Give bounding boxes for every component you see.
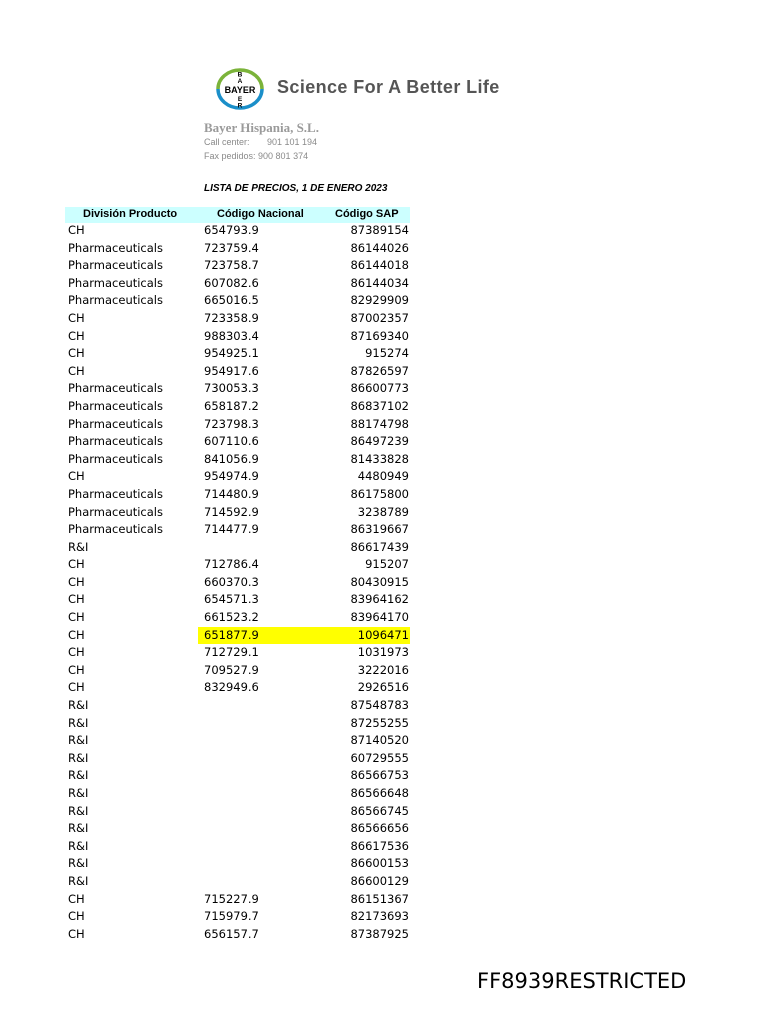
table-row	[0, 539, 420, 557]
table-row	[0, 891, 420, 909]
division-cell: R&I	[68, 856, 89, 871]
codigo-sap-cell: 86837102	[350, 398, 409, 413]
svg-text:B: B	[237, 71, 243, 79]
division-cell: Pharmaceuticals	[68, 293, 163, 308]
division-cell: R&I	[68, 873, 89, 888]
division-cell: R&I	[68, 733, 89, 748]
division-cell: Pharmaceuticals	[68, 240, 163, 255]
division-cell: R&I	[68, 786, 89, 800]
svg-text:E: E	[237, 96, 243, 103]
table-row	[0, 380, 420, 398]
codigo-sap-cell: 86617439	[350, 539, 409, 554]
table-row	[0, 767, 420, 785]
header-codigo-sap: Código SAP	[335, 208, 399, 220]
codigo-sap-cell: 86566745	[350, 803, 409, 818]
table-header	[65, 207, 410, 223]
codigo-nacional-cell: 714480.9	[204, 486, 259, 501]
codigo-sap-cell: 80430915	[350, 574, 409, 589]
codigo-nacional-cell: 723358.9	[204, 310, 259, 325]
codigo-nacional-cell: 656157.7	[204, 926, 259, 941]
codigo-sap-cell: 86144026	[350, 240, 409, 255]
table-row	[0, 679, 420, 697]
codigo-nacional-cell: 988303.4	[204, 328, 259, 343]
codigo-nacional-cell: 715979.7	[204, 909, 259, 924]
table-row	[0, 451, 420, 469]
codigo-nacional-cell: 654571.3	[204, 592, 259, 607]
codigo-sap-cell: 1031973	[357, 645, 409, 660]
codigo-sap-cell: 4480949	[357, 469, 409, 484]
division-cell: R&I	[68, 698, 89, 713]
division-cell: CH	[68, 574, 85, 589]
call-center-label: Call center:	[204, 137, 250, 147]
table-row	[0, 468, 420, 486]
codigo-nacional-cell: 607110.6	[204, 434, 259, 449]
table-row	[0, 715, 420, 733]
division-cell: CH	[68, 926, 85, 941]
company-name: Bayer Hispania, S.L.	[204, 120, 319, 135]
division-cell: Pharmaceuticals	[68, 258, 163, 273]
codigo-nacional-cell: 714592.9	[204, 504, 259, 519]
svg-text:BAYER: BAYER	[224, 85, 256, 95]
codigo-sap-cell: 86566656	[350, 821, 409, 836]
table-row	[0, 328, 420, 346]
codigo-sap-cell: 86497239	[350, 434, 409, 449]
codigo-nacional-cell: 658187.2	[204, 398, 259, 413]
codigo-sap-cell: 86175800	[350, 486, 409, 501]
table-row	[0, 697, 420, 715]
codigo-nacional-cell: 954974.9	[204, 469, 259, 484]
codigo-nacional-cell: 712786.4	[204, 557, 259, 572]
price-table	[0, 222, 420, 943]
table-row	[0, 785, 420, 803]
table-row	[0, 345, 420, 363]
division-cell: CH	[68, 627, 85, 642]
call-center-number: 901 101 194	[267, 137, 318, 147]
division-cell: Pharmaceuticals	[68, 504, 163, 519]
codigo-sap-cell: 82929909	[350, 293, 409, 308]
table-row	[0, 803, 420, 821]
codigo-sap-cell: 88174798	[350, 416, 409, 431]
codigo-sap-cell: 915274	[365, 346, 409, 361]
table-row	[0, 363, 420, 381]
division-cell: R&I	[68, 750, 89, 765]
division-cell: R&I	[68, 838, 89, 853]
bayer-logo	[212, 66, 268, 112]
codigo-sap-cell: 915207	[365, 557, 409, 572]
codigo-nacional-cell: 954917.6	[204, 363, 259, 378]
table-row	[0, 591, 420, 609]
codigo-nacional-cell: 730053.3	[204, 381, 259, 396]
division-cell: R&I	[68, 768, 89, 783]
table-row	[0, 240, 420, 258]
price-list-title: LISTA DE PRECIOS, 1 DE ENERO 2023	[204, 183, 388, 194]
call-center-line	[204, 137, 317, 147]
header-codigo-nacional: Código Nacional	[217, 208, 304, 220]
codigo-nacional-cell: 661523.2	[204, 610, 259, 625]
codigo-sap-cell: 86144034	[350, 275, 409, 290]
division-cell: CH	[68, 592, 85, 607]
codigo-sap-cell: 87002357	[350, 310, 409, 325]
codigo-sap-cell: 3238789	[357, 504, 409, 519]
codigo-nacional-cell: 709527.9	[204, 662, 259, 677]
table-row	[0, 908, 420, 926]
codigo-nacional-cell: 954925.1	[204, 346, 259, 361]
division-cell: Pharmaceuticals	[68, 398, 163, 413]
codigo-sap-cell: 86600153	[350, 856, 409, 871]
codigo-nacional-cell: 832949.6	[204, 680, 259, 695]
table-row	[0, 398, 420, 416]
svg-text:A: A	[237, 78, 243, 85]
division-cell: CH	[68, 363, 85, 378]
division-cell: CH	[68, 469, 85, 484]
division-cell: Pharmaceuticals	[68, 486, 163, 501]
division-cell: Pharmaceuticals	[68, 522, 163, 537]
codigo-sap-cell: 87169340	[350, 328, 409, 343]
codigo-sap-cell: 86319667	[350, 522, 409, 537]
codigo-nacional-cell: 715227.9	[204, 891, 259, 906]
codigo-nacional-cell: 660370.3	[204, 574, 259, 589]
codigo-sap-cell: 86144018	[350, 258, 409, 273]
svg-text:R: R	[237, 102, 243, 110]
table-row	[0, 504, 420, 522]
codigo-nacional-cell: 712729.1	[204, 645, 259, 660]
division-cell: Pharmaceuticals	[68, 434, 163, 449]
division-cell: CH	[68, 328, 85, 343]
table-row	[0, 750, 420, 768]
codigo-sap-cell: 1096471	[357, 627, 409, 642]
codigo-nacional-cell: 723758.7	[204, 258, 259, 273]
table-row	[0, 855, 420, 873]
codigo-sap-cell: 82173693	[350, 909, 409, 924]
table-row	[0, 838, 420, 856]
restriction-label: FF8939RESTRICTED	[477, 969, 687, 993]
table-row	[0, 662, 420, 680]
division-cell: CH	[68, 662, 85, 677]
codigo-nacional-cell: 651877.9	[204, 627, 259, 642]
table-row	[0, 820, 420, 838]
division-cell: Pharmaceuticals	[68, 416, 163, 431]
division-cell: CH	[68, 891, 85, 906]
table-row	[0, 926, 420, 944]
table-row	[0, 292, 420, 310]
table-row	[0, 873, 420, 891]
division-cell: R&I	[68, 821, 89, 836]
table-row	[0, 609, 420, 627]
division-cell: CH	[68, 610, 85, 625]
table-row	[0, 644, 420, 662]
codigo-sap-cell: 87548783	[350, 698, 409, 713]
division-cell: CH	[68, 557, 85, 572]
table-row	[0, 416, 420, 434]
codigo-nacional-cell: 654793.9	[204, 223, 259, 237]
codigo-nacional-cell: 841056.9	[204, 451, 259, 466]
codigo-sap-cell: 86566648	[350, 786, 409, 800]
codigo-sap-cell: 86600129	[350, 873, 409, 888]
division-cell: Pharmaceuticals	[68, 381, 163, 396]
table-row	[0, 222, 420, 240]
table-row	[0, 627, 420, 645]
codigo-sap-cell: 86151367	[350, 891, 409, 906]
table-row	[0, 732, 420, 750]
codigo-sap-cell: 87387925	[350, 926, 409, 941]
division-cell: R&I	[68, 539, 89, 554]
division-cell: R&I	[68, 803, 89, 818]
table-row	[0, 310, 420, 328]
table-row	[0, 433, 420, 451]
codigo-sap-cell: 87826597	[350, 363, 409, 378]
codigo-sap-cell: 3222016	[357, 662, 409, 677]
division-cell: CH	[68, 645, 85, 660]
table-row	[0, 556, 420, 574]
codigo-sap-cell: 87389154	[350, 223, 409, 237]
division-cell: CH	[68, 346, 85, 361]
division-cell: Pharmaceuticals	[68, 451, 163, 466]
codigo-sap-cell: 83964162	[350, 592, 409, 607]
codigo-sap-cell: 86566753	[350, 768, 409, 783]
codigo-nacional-cell: 607082.6	[204, 275, 259, 290]
division-cell: R&I	[68, 715, 89, 730]
fax-line: Fax pedidos: 900 801 374	[204, 151, 309, 161]
codigo-sap-cell: 81433828	[350, 451, 409, 466]
table-row	[0, 486, 420, 504]
division-cell: CH	[68, 223, 85, 237]
header-division: División Producto	[83, 208, 178, 220]
division-cell: Pharmaceuticals	[68, 275, 163, 290]
codigo-nacional-cell: 714477.9	[204, 522, 259, 537]
division-cell: CH	[68, 909, 85, 924]
tagline: Science For A Better Life	[277, 77, 500, 97]
codigo-sap-cell: 2926516	[357, 680, 409, 695]
division-cell: CH	[68, 310, 85, 325]
table-row	[0, 275, 420, 293]
codigo-nacional-cell: 723759.4	[204, 240, 259, 255]
table-row	[0, 257, 420, 275]
codigo-sap-cell: 86600773	[350, 381, 409, 396]
codigo-nacional-cell: 723798.3	[204, 416, 259, 431]
table-row	[0, 574, 420, 592]
codigo-sap-cell: 83964170	[350, 610, 409, 625]
table-row	[0, 521, 420, 539]
codigo-sap-cell: 86617536	[350, 838, 409, 853]
codigo-sap-cell: 87255255	[350, 715, 409, 730]
codigo-sap-cell: 60729555	[350, 750, 409, 765]
codigo-nacional-cell: 665016.5	[204, 293, 259, 308]
codigo-sap-cell: 87140520	[350, 733, 409, 748]
division-cell: CH	[68, 680, 85, 695]
